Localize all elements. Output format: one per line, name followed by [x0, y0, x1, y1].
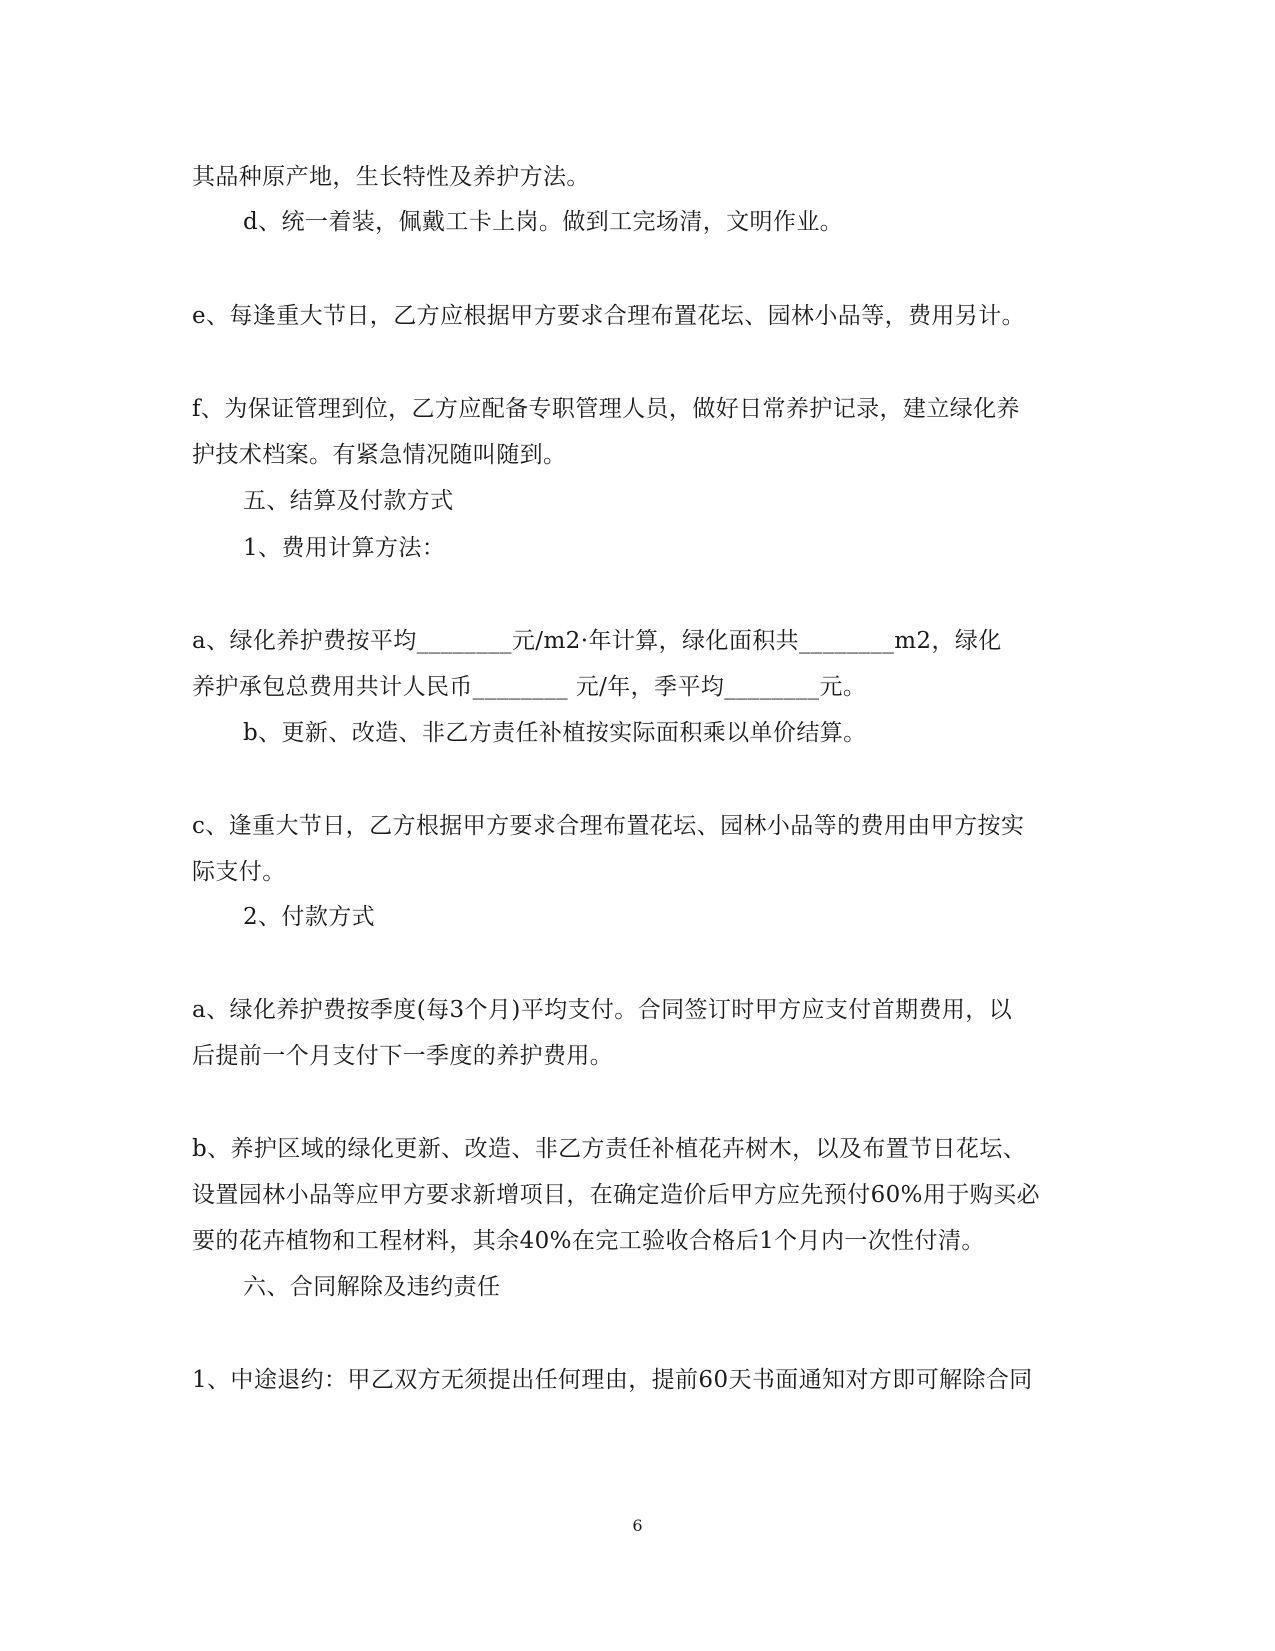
text-line: e、每逢重大节日，乙方应根据甲方要求合理布置花坛、园林小品等，费用另计。: [192, 303, 1026, 329]
text-line: d、统一着装，佩戴工卡上岗。做到工完场清，文明作业。: [243, 209, 844, 235]
text-line: b、更新、改造、非乙方责任补植按实际面积乘以单价结算。: [243, 720, 867, 746]
text-line: 要的花卉植物和工程材料，其余40%在完工验收合格后1个月内一次性付清。: [192, 1228, 985, 1254]
text-line: 后提前一个月支付下一季度的养护费用。: [192, 1043, 614, 1069]
text-line: 护技术档案。有紧急情况随叫随到。: [192, 442, 567, 468]
text-line: 1、中途退约：甲乙双方无须提出任何理由，提前60天书面通知对方即可解除合同: [192, 1367, 1033, 1393]
text-line: f、为保证管理到位，乙方应配备专职管理人员，做好日常养护记录，建立绿化养: [192, 396, 1020, 422]
text-line: b、养护区域的绿化更新、改造、非乙方责任补植花卉树木，以及布置节日花坛、: [192, 1136, 1027, 1162]
page-number: 6: [632, 1516, 643, 1535]
text-line: c、逢重大节日，乙方根据甲方要求合理布置花坛、园林小品等的费用由甲方按实: [192, 813, 1025, 839]
subsection-heading: 2、付款方式: [243, 904, 376, 930]
text-line: 养护承包总费用共计人民币________ 元/年，季平均________元。: [192, 674, 867, 700]
section-heading: 五、结算及付款方式: [243, 488, 454, 514]
section-heading: 六、合同解除及违约责任: [243, 1274, 501, 1300]
text-line: 其品种原产地，生长特性及养护方法。: [192, 164, 590, 190]
text-line: 际支付。: [192, 859, 286, 885]
text-line: a、绿化养护费按季度(每3个月)平均支付。合同签订时甲方应支付首期费用，以: [192, 997, 1013, 1023]
subsection-heading: 1、费用计算方法：: [243, 535, 446, 561]
text-line: a、绿化养护费按平均________元/m2·年计算，绿化面积共________m2，绿化: [192, 628, 1002, 654]
text-line: 设置园林小品等应甲方要求新增项目，在确定造价后甲方应先预付60%用于购买必: [192, 1182, 1040, 1208]
